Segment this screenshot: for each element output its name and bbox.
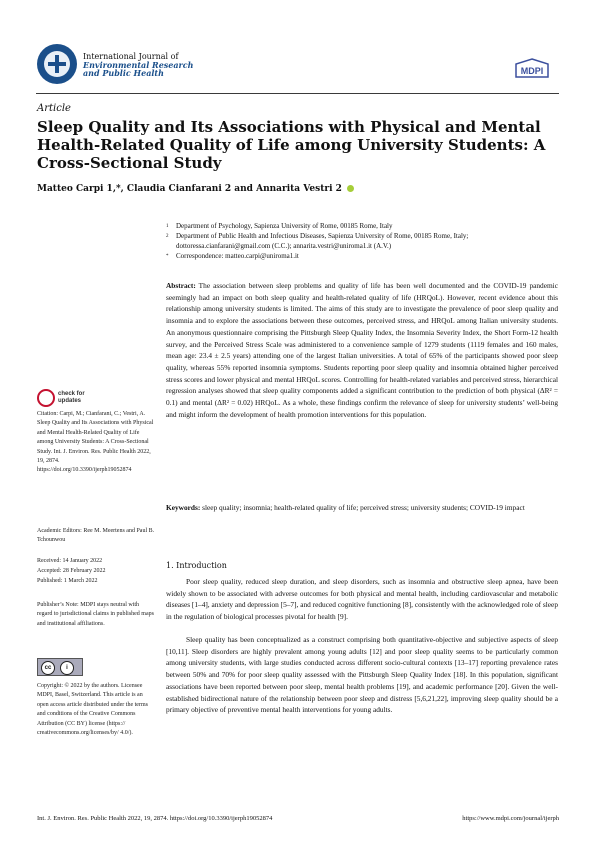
journal-name-line2: Environmental Research [83,60,194,70]
paragraph-1: Poor sleep quality, reduced sleep duration, and sleep disorders, such as insomnia and obstructive sleep apnea, have been widely shown to be associated with adverse outcomes for both physical and mental health, including cardiovascular and metabolic diseases [1–4], anxiety and depression [5–7], and reduced cognitive functioning [8], consistently with the acknowledged role of sleep in the regulation of biological processes pivotal for health [9]. [166,577,558,622]
journal-name-line1: International Journal of [83,52,179,61]
abstract-text: The association between sleep problems and quality of life has been well documented and the COVID-19 pandemic seemingly had an impact on both sleep quality and health-related quality of life (HRQoL). However, recent evidence about this relationship among university students is limited. The aims of this study are to investigate the prevalence of poor sleep quality and insomnia and to explore the associations between these outcomes, perceived stress, and HRQoL among Italian university students. An anonymous questionnaire comprising the Pittsburgh Sleep Quality Index, the Insomnia Severity Index, the Short Form-12 health survey, and the Perceived Stress Scale was administered to a convenience sample of 1279 students (1119 females and 160 males, mean age: 23.4 ± 2.5 years) attending one of the largest Italian universities. A total of 65% of the participants showed poor sleep quality, whereas 55% reported insomnia symptoms. Students reporting poor sleep quality and insomnia obtained higher perceived stress scores and lower physical and mental HRQoL scores. Controlling for health-related variables and perceived stress, hierarchical regression analyses showed that sleep quality components added a significant contribution to the prediction of both physical (ΔR² = 0.1) and mental (ΔR² = 0.02) HRQoL. As a whole, these findings confirm the relevance of sleep for university students’ well-being and might inform the development of health promotion interventions for this population. [166,281,558,419]
keywords-label: Keywords: [166,503,201,512]
paragraph-2: Sleep quality has been conceptualized as a construct comprising both quantitative-objective and subjective aspects of sleep [10,11]. Sleep disorders are highly prevalent among young adults [12] and poor sleep quality seems to be particularly common among university students, with large studies conducted across different socio-cultural contexts [13–17] reporting prevalence rates between 50% and 70% for poor sleep quality assessed with the Pittsburgh Sleep Quality Index [18]. In this population, significant associations have been reported between poor sleep, mental health problems [19], and academic performance [20]. Given the well-established bidirectional nature of the relationship between poor sleep and distress [5,6,21,22], improving sleep quality should be a primary objective of preventive mental health interventions for young adults. [166,635,558,715]
article-type: Article [37,103,71,114]
journal-name-line3: and Public Health [83,68,164,78]
affiliation-2-emails: dottoressa.cianfarani@gmail.com (C.C.); annarita.vestri@uniroma1.it (A.V.) [176,242,392,250]
footer-journal-link[interactable]: https://www.mdpi.com/journal/ijerph [462,815,559,822]
author-list: Matteo Carpi 1,*, Claudia Cianfarani 2 and Annarita Vestri 2 [37,184,342,194]
abstract [166,280,558,420]
abstract-label: Abstract: [166,281,196,290]
affiliation-1: $^1$ Department of Psychology, Sapienza University of Rome, 00185 Rome, Italy [166,222,393,230]
article-title: Sleep Quality and Its Associations with Physical and Mental Health-Related Quality of Life among University Students: A Cross-Sectional Study [37,118,546,172]
mdpi-logo[interactable] [515,58,549,78]
authors [37,184,437,194]
attribution-icon: i [60,661,74,675]
mdpi-logo-text: MDPI [520,66,544,76]
accepted-date: Accepted: 28 February 2022 [37,568,106,574]
cc-license-badge[interactable] [37,658,83,676]
academic-editors: Academic Editors: Ree M. Meertens and Paul B. Tchounwou [37,528,155,544]
citation: Citation: Carpi, M.; Cianfarani, C.; Vestri, A. Sleep Quality and Its Associations with Physical and Mental Health-Related Quality of Life among University Students: A Cross-Sectional Study. Int. J. Environ. Res. Public Health 2022, 19, 2874. https://doi.org/10.3390/ijerph19052874 [37,411,154,474]
correspondence: * Correspondence: matteo.carpi@uniroma1.it [166,252,299,260]
cc-icon: cc [41,661,55,675]
keywords-text: sleep quality; insomnia; health-related quality of life; perceived stress; university students; COVID-19 impact [202,503,525,512]
published-date: Published: 1 March 2022 [37,578,98,584]
check-for-updates[interactable]: check for updates [58,391,85,404]
check-for-updates-icon[interactable] [37,389,55,407]
footer-citation: Int. J. Environ. Res. Public Health 2022, 19, 2874. https://doi.org/10.3390/ijerph19052874 [37,815,273,822]
header-divider [36,93,559,94]
keywords [166,502,558,514]
received-date: Received: 14 January 2022 [37,558,103,564]
orcid-icon[interactable] [347,185,354,192]
affiliation-2: $^2$ Department of Public Health and Infectious Diseases, Sapienza University of Rome, 00185 Rome, Italy; [166,232,469,240]
copyright: Copyright: © 2022 by the authors. Licensee MDPI, Basel, Switzerland. This article is an open access article distributed under the terms and conditions of the Creative Commons Attribution (CC BY) license (https:// creativecommons.org/licenses/by/ 4.0/). [37,683,148,737]
section-title: 1. Introduction [166,561,227,570]
publisher-note: Publisher’s Note: MDPI stays neutral with regard to jurisdictional claims in published maps and institutional affiliations. [37,602,154,627]
journal-logo-icon-bar [48,62,66,66]
